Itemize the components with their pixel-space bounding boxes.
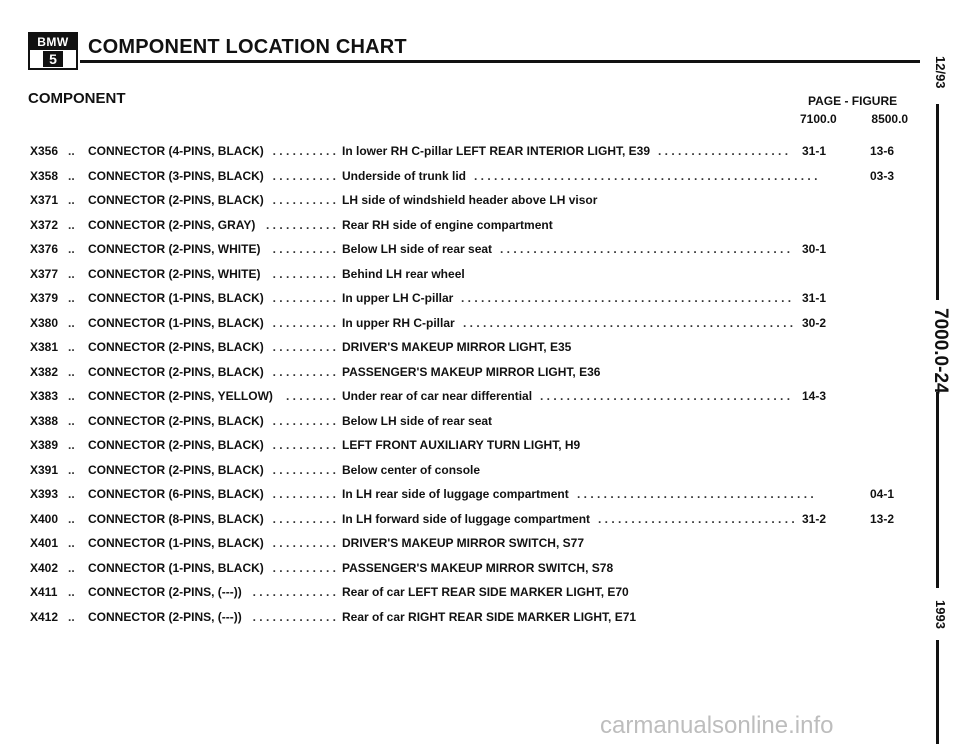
- connector-type: CONNECTOR (4-PINS, BLACK): [88, 144, 264, 158]
- figure-reference: 13-6: [870, 144, 895, 158]
- connector-type: CONNECTOR (2-PINS, BLACK): [88, 364, 264, 379]
- leader-dots: ..: [68, 413, 75, 428]
- sidebar-year: 1993: [933, 600, 948, 629]
- table-row: [30, 336, 920, 361]
- page-reference: 14-3: [802, 389, 827, 403]
- logo-series: 5: [43, 51, 63, 67]
- page-title: COMPONENT LOCATION CHART: [88, 36, 407, 58]
- connector-type: CONNECTOR (2-PINS, BLACK): [88, 413, 264, 428]
- leader-dots: . . . . . . . . . . . . . . . . . . . . . . . . . . . . . .: [598, 511, 795, 526]
- page-figure-heading: PAGE - FIGURE: [808, 94, 898, 108]
- connector-type: CONNECTOR (2-PINS, WHITE): [88, 266, 261, 281]
- table-row: [30, 287, 920, 312]
- leader-dots: . . . . . . . . . .: [272, 560, 336, 575]
- connector-type: CONNECTOR (2-PINS, BLACK): [88, 462, 264, 477]
- page-reference: 31-1: [802, 144, 827, 158]
- table-row: [30, 606, 920, 631]
- leader-dots: . . . . . . . .: [285, 389, 336, 403]
- connector-id: X388: [30, 413, 59, 428]
- page-figure-numbers: [800, 112, 908, 126]
- page-reference: 31-2: [802, 511, 827, 526]
- sidebar-date: 12/93: [933, 56, 948, 89]
- table-row: [30, 214, 920, 239]
- connector-id: X389: [30, 438, 59, 452]
- page-reference: 30-2: [802, 315, 827, 330]
- connector-type: CONNECTOR (1-PINS, BLACK): [88, 291, 264, 305]
- connector-id: X411: [30, 585, 58, 599]
- connector-location: PASSENGER'S MAKEUP MIRROR SWITCH, S78: [342, 560, 614, 575]
- component-table: [30, 140, 920, 630]
- leader-dots: . . . . . . . . . .: [272, 168, 336, 183]
- connector-id: X401: [30, 536, 59, 550]
- leader-dots: ..: [68, 364, 75, 379]
- table-row: [30, 361, 920, 386]
- figure-number-heading: 8500.0: [871, 112, 909, 126]
- leader-dots: . . . . . . . . . . . . . . . . . . . . . . . . . . . . . . . . . . . . . .: [540, 389, 791, 403]
- table-row: [30, 459, 920, 484]
- connector-id: X380: [30, 315, 59, 330]
- connector-type: CONNECTOR (1-PINS, BLACK): [88, 315, 264, 330]
- connector-location: LEFT FRONT AUXILIARY TURN LIGHT, H9: [342, 438, 581, 452]
- leader-dots: . . . . . . . . . . . . . . . . . . . . . . . . . . . . . . . . . . . . . . . . . . . .: [500, 242, 791, 256]
- connector-location: In LH forward side of luggage compartment: [342, 511, 591, 526]
- connector-type: CONNECTOR (2-PINS, YELLOW): [88, 389, 273, 403]
- leader-dots: ..: [68, 242, 75, 256]
- connector-location: Rear of car RIGHT REAR SIDE MARKER LIGHT, E71: [342, 609, 637, 624]
- connector-location: PASSENGER'S MAKEUP MIRROR LIGHT, E36: [342, 364, 601, 379]
- leader-dots: . . . . . . . . . . . . . . . . . . . . . . . . . . . . . . . . . . . . . . . . . . . . . . . . . .: [463, 315, 794, 330]
- connector-type: CONNECTOR (2-PINS, BLACK): [88, 340, 264, 354]
- leader-dots: ..: [68, 487, 75, 501]
- connector-type: CONNECTOR (2-PINS, BLACK): [88, 438, 264, 452]
- leader-dots: ..: [68, 438, 75, 452]
- sidebar-line: [936, 640, 939, 744]
- table-row: [30, 410, 920, 435]
- table-row: [30, 581, 920, 606]
- connector-type: CONNECTOR (2-PINS, (---)): [88, 609, 242, 624]
- connector-type: CONNECTOR (6-PINS, BLACK): [88, 487, 264, 501]
- connector-location: In upper RH C-pillar: [342, 315, 455, 330]
- connector-id: X391: [30, 462, 59, 477]
- connector-location: Rear RH side of engine compartment: [342, 217, 553, 232]
- leader-dots: . . . . . . . . . . . . . . . . . . . . . . . . . . . . . . . . . . . .: [577, 487, 814, 501]
- connector-location: In LH rear side of luggage compartment: [342, 487, 569, 501]
- connector-location: Under rear of car near differential: [342, 389, 533, 403]
- connector-id: X379: [30, 291, 59, 305]
- leader-dots: . . . . . . . . . .: [272, 536, 336, 550]
- table-row: [30, 532, 920, 557]
- leader-dots: . . . . . . . . . .: [272, 438, 336, 452]
- connector-location: Behind LH rear wheel: [342, 266, 465, 281]
- logo-brand: BMW: [30, 34, 76, 50]
- connector-location: Below LH side of rear seat: [342, 242, 493, 256]
- leader-dots: ..: [68, 144, 75, 158]
- connector-type: CONNECTOR (2-PINS, BLACK): [88, 193, 264, 207]
- connector-id: X383: [30, 389, 59, 403]
- connector-type: CONNECTOR (8-PINS, BLACK): [88, 511, 264, 526]
- table-row: [30, 140, 920, 165]
- connector-type: CONNECTOR (2-PINS, WHITE): [88, 242, 261, 256]
- leader-dots: . . . . . . . . . .: [272, 364, 336, 379]
- page-reference: 31-1: [802, 291, 827, 305]
- page-reference: 30-1: [802, 242, 827, 256]
- header-rule: [80, 60, 920, 63]
- leader-dots: . . . . . . . . . . . . .: [252, 609, 336, 624]
- leader-dots: ..: [68, 315, 75, 330]
- table-row: [30, 434, 920, 459]
- leader-dots: . . . . . . . . . .: [272, 266, 336, 281]
- page-sidebar: [924, 0, 954, 744]
- leader-dots: . . . . . . . . . . .: [265, 217, 336, 232]
- leader-dots: ..: [68, 585, 75, 599]
- figure-reference: 03-3: [870, 168, 895, 183]
- connector-location: DRIVER'S MAKEUP MIRROR LIGHT, E35: [342, 340, 572, 354]
- connector-type: CONNECTOR (2-PINS, GRAY): [88, 217, 256, 232]
- leader-dots: ..: [68, 462, 75, 477]
- page-number-heading: 7100.0: [800, 112, 837, 126]
- connector-type: CONNECTOR (3-PINS, BLACK): [88, 168, 264, 183]
- connector-location: Underside of trunk lid: [342, 168, 467, 183]
- table-row: [30, 385, 920, 410]
- leader-dots: . . . . . . . . . . . . . . . . . . . . . . . . . . . . . . . . . . . . . . . . . . . . . . . . . . . .: [474, 168, 818, 183]
- leader-dots: ..: [68, 193, 75, 207]
- connector-type: CONNECTOR (2-PINS, (---)): [88, 585, 242, 599]
- connector-location: LH side of windshield header above LH visor: [342, 193, 598, 207]
- leader-dots: ..: [68, 389, 75, 403]
- table-row: [30, 263, 920, 288]
- sidebar-line: [936, 104, 939, 300]
- leader-dots: ..: [68, 291, 75, 305]
- leader-dots: ..: [68, 266, 75, 281]
- connector-id: X382: [30, 364, 59, 379]
- connector-location: DRIVER'S MAKEUP MIRROR SWITCH, S77: [342, 536, 584, 550]
- connector-location: In upper LH C-pillar: [342, 291, 454, 305]
- figure-reference: 04-1: [870, 487, 895, 501]
- table-row: [30, 189, 920, 214]
- leader-dots: ..: [68, 536, 75, 550]
- leader-dots: . . . . . . . . . .: [272, 144, 336, 158]
- connector-id: X377: [30, 266, 59, 281]
- leader-dots: . . . . . . . . . . . . .: [252, 585, 336, 599]
- table-row: [30, 312, 920, 337]
- connector-id: X372: [30, 217, 59, 232]
- connector-location: In lower RH C-pillar LEFT REAR INTERIOR LIGHT, E39: [342, 144, 651, 158]
- connector-location: Rear of car LEFT REAR SIDE MARKER LIGHT, E70: [342, 585, 629, 599]
- leader-dots: ..: [68, 609, 75, 624]
- watermark: carmanualsonline.info: [600, 712, 834, 739]
- connector-location: Below center of console: [342, 462, 481, 477]
- leader-dots: . . . . . . . . . .: [272, 511, 336, 526]
- leader-dots: ..: [68, 511, 75, 526]
- connector-id: X356: [30, 144, 59, 158]
- component-heading: COMPONENT: [28, 90, 126, 107]
- connector-type: CONNECTOR (1-PINS, BLACK): [88, 536, 264, 550]
- sidebar-line: [936, 392, 939, 588]
- connector-id: X393: [30, 487, 59, 501]
- leader-dots: . . . . . . . . . .: [272, 462, 336, 477]
- leader-dots: . . . . . . . . . .: [272, 193, 336, 207]
- connector-id: X402: [30, 560, 59, 575]
- leader-dots: . . . . . . . . . . . . . . . . . . . .: [658, 144, 789, 158]
- table-row: [30, 238, 920, 263]
- table-row: [30, 165, 920, 190]
- connector-id: X371: [30, 193, 59, 207]
- leader-dots: . . . . . . . . . .: [272, 242, 336, 256]
- leader-dots: ..: [68, 168, 75, 183]
- leader-dots: . . . . . . . . . .: [272, 340, 336, 354]
- bmw-logo: [28, 32, 78, 70]
- connector-id: X400: [30, 511, 59, 526]
- connector-id: X412: [30, 609, 59, 624]
- leader-dots: . . . . . . . . . . . . . . . . . . . . . . . . . . . . . . . . . . . . . . . . . . . . . . . . . .: [461, 291, 792, 305]
- sidebar-page-code: 7000.0-24: [930, 308, 951, 394]
- leader-dots: . . . . . . . . . .: [272, 291, 336, 305]
- figure-reference: 13-2: [870, 511, 895, 526]
- table-row: [30, 557, 920, 582]
- table-row: [30, 508, 920, 533]
- connector-location: Below LH side of rear seat: [342, 413, 493, 428]
- leader-dots: . . . . . . . . . .: [272, 315, 336, 330]
- connector-type: CONNECTOR (1-PINS, BLACK): [88, 560, 264, 575]
- connector-id: X381: [30, 340, 59, 354]
- leader-dots: ..: [68, 217, 75, 232]
- leader-dots: ..: [68, 340, 75, 354]
- table-row: [30, 483, 920, 508]
- leader-dots: . . . . . . . . . .: [272, 487, 336, 501]
- connector-id: X358: [30, 168, 59, 183]
- leader-dots: ..: [68, 560, 75, 575]
- leader-dots: . . . . . . . . . .: [272, 413, 336, 428]
- connector-id: X376: [30, 242, 59, 256]
